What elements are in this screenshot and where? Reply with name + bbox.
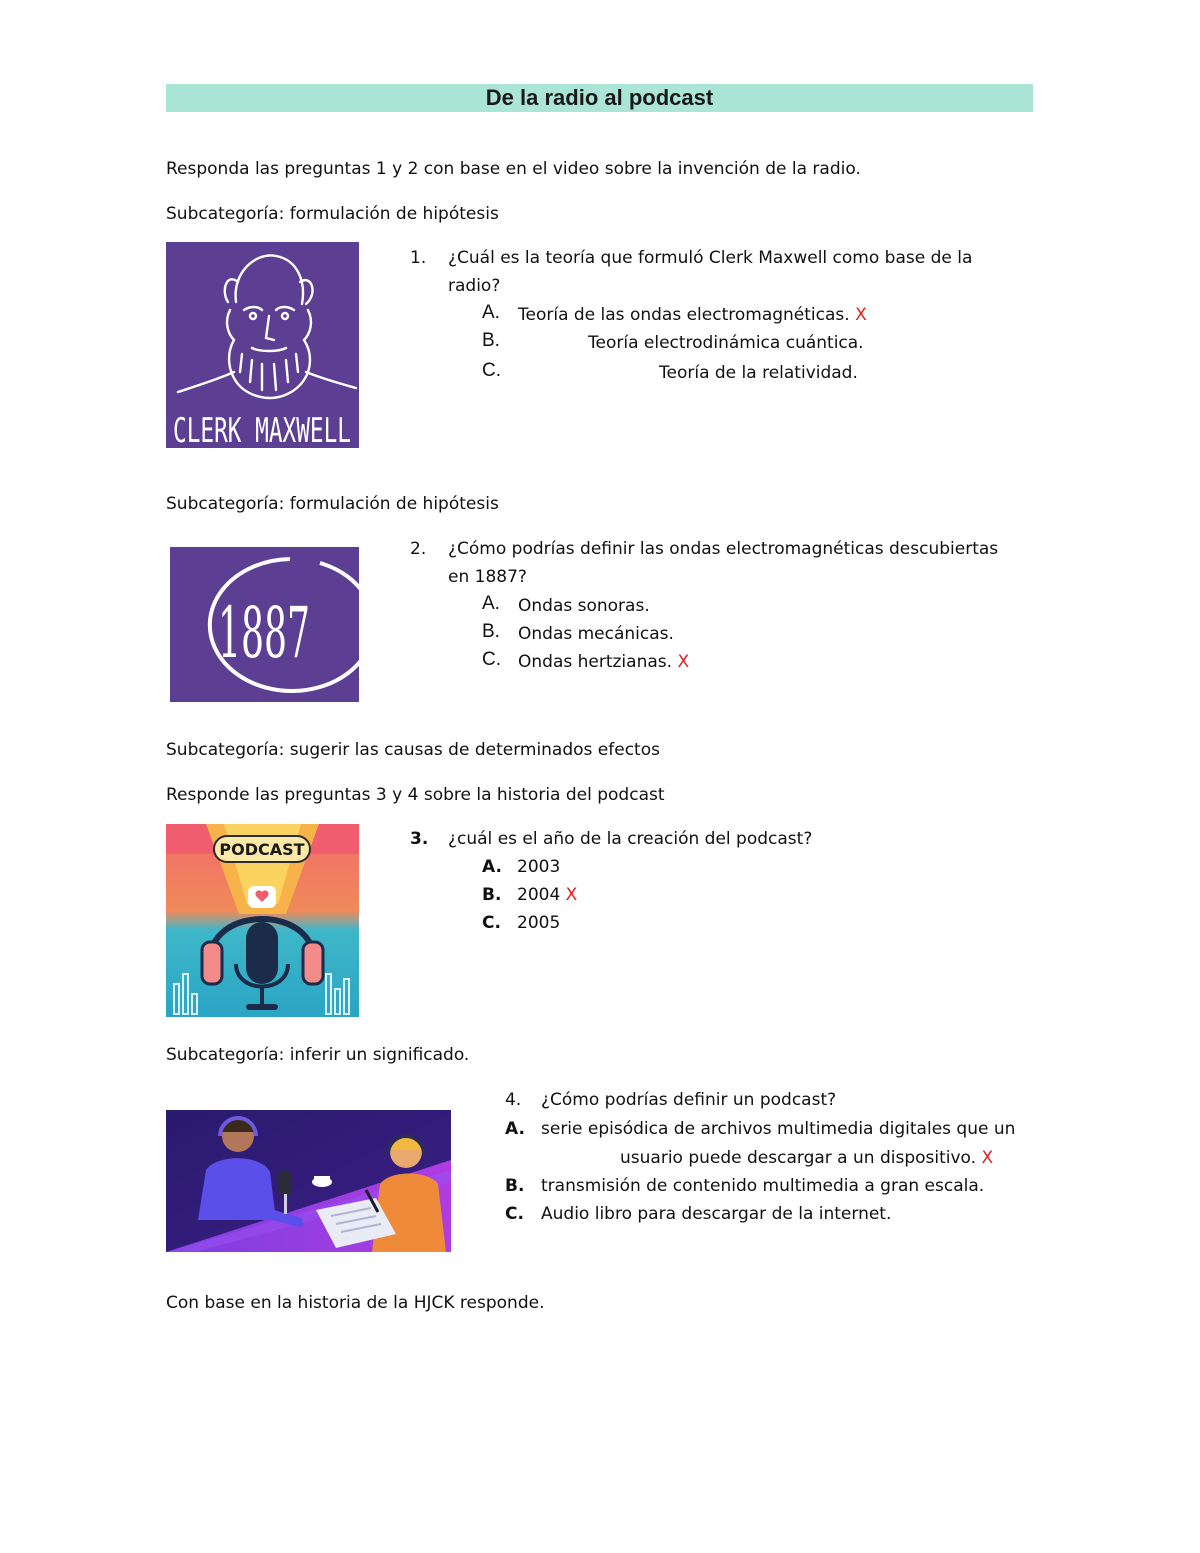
question-2-number: 2. (410, 539, 427, 559)
q3-option-b (517, 884, 577, 906)
question-3-text: ¿cuál es el año de la creación del podcast? (448, 829, 813, 849)
q3-option-b-letter: B. (482, 885, 502, 905)
q4-option-a-text-continued: usuario puede descargar a un dispositivo. (620, 1148, 977, 1168)
subcategory-label: Subcategoría: formulación de hipótesis (166, 494, 499, 514)
question-3-number: 3. (410, 829, 429, 849)
q1-option-c-letter: C. (482, 360, 501, 381)
q4-option-a-letter: A. (505, 1119, 525, 1139)
q2-option-c-letter: C. (482, 649, 501, 670)
q4-option-c-text: Audio libro para descargar de la internet. (541, 1204, 892, 1224)
q2-option-a-letter: A. (482, 593, 500, 614)
q2-option-b-text: Ondas mecánicas. (518, 624, 674, 644)
question-4-number: 4. (505, 1090, 522, 1110)
q1-option-a (518, 304, 867, 326)
year-1887-image (170, 547, 359, 702)
q4-option-b-letter: B. (505, 1176, 525, 1196)
question-1-number: 1. (410, 248, 427, 268)
clerk-maxwell-image (166, 242, 359, 451)
q4-option-a-mark: X (981, 1148, 994, 1168)
page-title: De la radio al podcast (485, 85, 714, 110)
question-4-text: ¿Cómo podrías definir un podcast? (541, 1090, 837, 1110)
q3-option-c-text: 2005 (517, 913, 561, 933)
podcast-caption: PODCAST (219, 840, 305, 859)
q2-option-c (518, 651, 689, 673)
q3-option-b-mark: X (565, 885, 578, 905)
q4-option-b-text: transmisión de contenido multimedia a gran escala. (541, 1176, 985, 1196)
q1-option-b-text: Teoría electrodinámica cuántica. (588, 333, 864, 353)
q3-option-a-text: 2003 (517, 857, 561, 877)
question-1-text-continued: radio? (448, 276, 501, 296)
subcategory-label: Subcategoría: formulación de hipótesis (166, 204, 499, 224)
q4-option-a-continued (620, 1147, 993, 1169)
subcategory-label: Subcategoría: sugerir las causas de determinados efectos (166, 740, 660, 760)
closing-text: Con base en la historia de la HJCK responde. (166, 1293, 545, 1313)
year-1887-caption: 1887 (218, 592, 310, 674)
q3-option-c-letter: C. (482, 913, 501, 933)
podcast-illustration (166, 824, 359, 1017)
q1-option-a-letter: A. (482, 302, 500, 323)
q4-option-c-letter: C. (505, 1204, 524, 1224)
podcast-recording-illustration (166, 1110, 451, 1252)
q1-option-a-text: Teoría de las ondas electromagnéticas. (518, 305, 850, 325)
q2-option-c-text: Ondas hertzianas. (518, 652, 673, 672)
subcategory-label: Subcategoría: inferir un significado. (166, 1045, 470, 1065)
q3-option-b-text: 2004 (517, 885, 561, 905)
q2-option-a-text: Ondas sonoras. (518, 596, 650, 616)
intro-text: Responde las preguntas 3 y 4 sobre la historia del podcast (166, 785, 665, 805)
clerk-maxwell-caption: CLERK MAXWELL (173, 411, 351, 451)
q2-option-b-letter: B. (482, 621, 500, 642)
q2-option-c-mark: X (677, 652, 690, 672)
question-2-text-continued: en 1887? (448, 567, 527, 587)
q1-option-a-mark: X (855, 305, 867, 325)
question-1-text: ¿Cuál es la teoría que formuló Clerk Maxwell como base de la (448, 248, 973, 268)
q1-option-b-letter: B. (482, 330, 500, 351)
q4-option-a-text: serie episódica de archivos multimedia digitales que un (541, 1119, 1016, 1139)
intro-text: Responda las preguntas 1 y 2 con base en el video sobre la invención de la radio. (166, 159, 861, 179)
question-2-text: ¿Cómo podrías definir las ondas electromagnéticas descubiertas (448, 539, 999, 559)
title-bar (166, 84, 1033, 112)
q1-option-c-text: Teoría de la relatividad. (659, 363, 858, 383)
q3-option-a-letter: A. (482, 857, 502, 877)
